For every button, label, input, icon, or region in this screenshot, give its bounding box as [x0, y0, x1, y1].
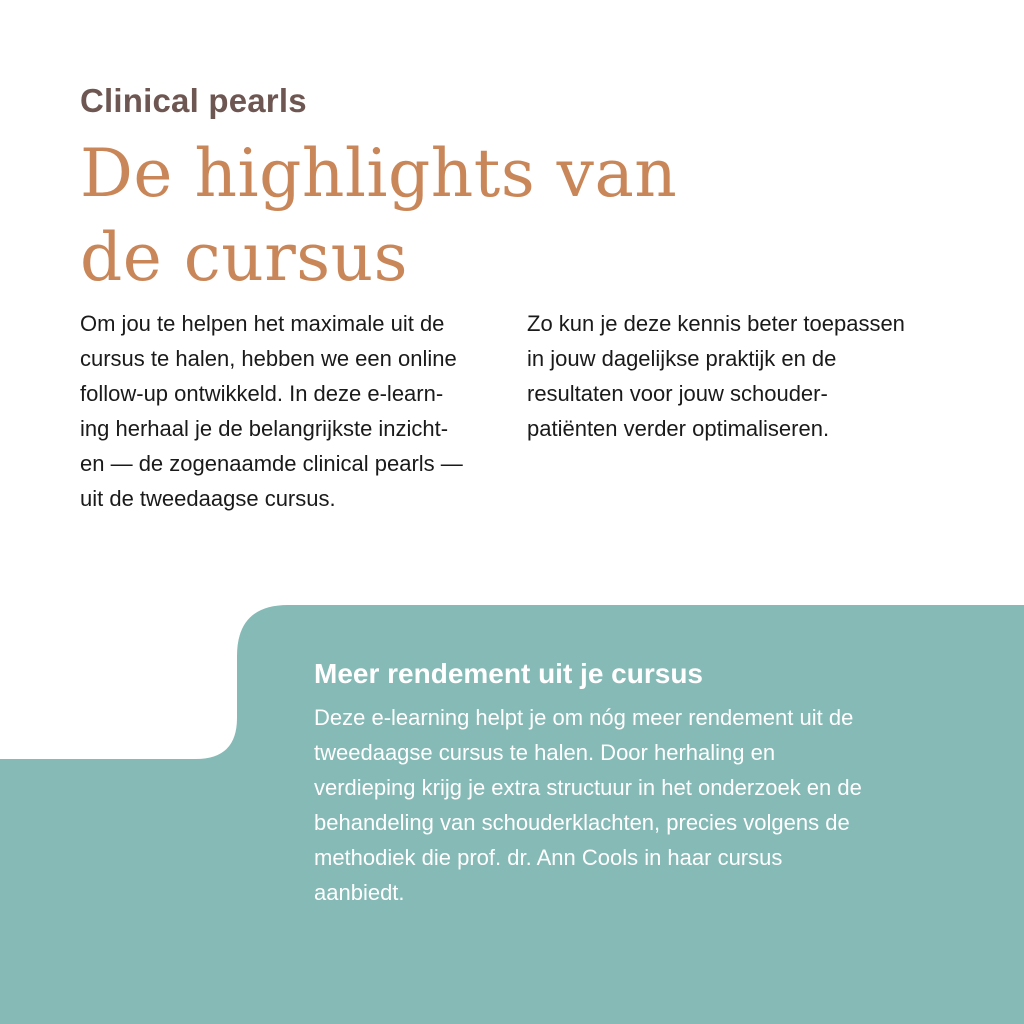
title-line: de cursus — [80, 219, 409, 296]
text-line: methodiek die prof. dr. Ann Cools in haar cursus — [314, 845, 783, 870]
text-line: in jouw dagelijkse praktijk en de — [527, 346, 837, 371]
text-line: tweedaagse cursus te halen. Door herhaling en — [314, 740, 776, 765]
callout-body — [314, 700, 994, 910]
section-eyebrow: Clinical pearls — [80, 82, 307, 119]
text-line: Zo kun je deze kennis beter toepassen — [527, 311, 905, 336]
text-line: ing herhaal je de belangrijkste inzicht- — [80, 416, 449, 441]
text-line: verdieping krijg je extra structuur in het onderzoek en de — [314, 775, 862, 800]
text-line: aanbiedt. — [314, 880, 405, 905]
text-line: patiënten verder optimaliseren. — [527, 416, 830, 441]
callout-content — [314, 658, 994, 910]
text-line: en — de zogenaamde clinical pearls — — [80, 451, 463, 476]
text-line: Om jou te helpen het maximale uit de — [80, 311, 445, 336]
text-line: cursus te halen, hebben we een online — [80, 346, 457, 371]
text-line: follow-up ontwikkeld. In deze e-learn- — [80, 381, 444, 406]
text-line: uit de tweedaagse cursus. — [80, 486, 336, 511]
callout-heading: Meer rendement uit je cursus — [314, 658, 704, 689]
text-line: Deze e-learning helpt je om nóg meer rendement uit de — [314, 705, 854, 730]
text-line: behandeling van schouderklachten, precies volgens de — [314, 810, 850, 835]
title-line: De highlights van — [80, 135, 678, 212]
text-line: resultaten voor jouw schouder- — [527, 381, 828, 406]
